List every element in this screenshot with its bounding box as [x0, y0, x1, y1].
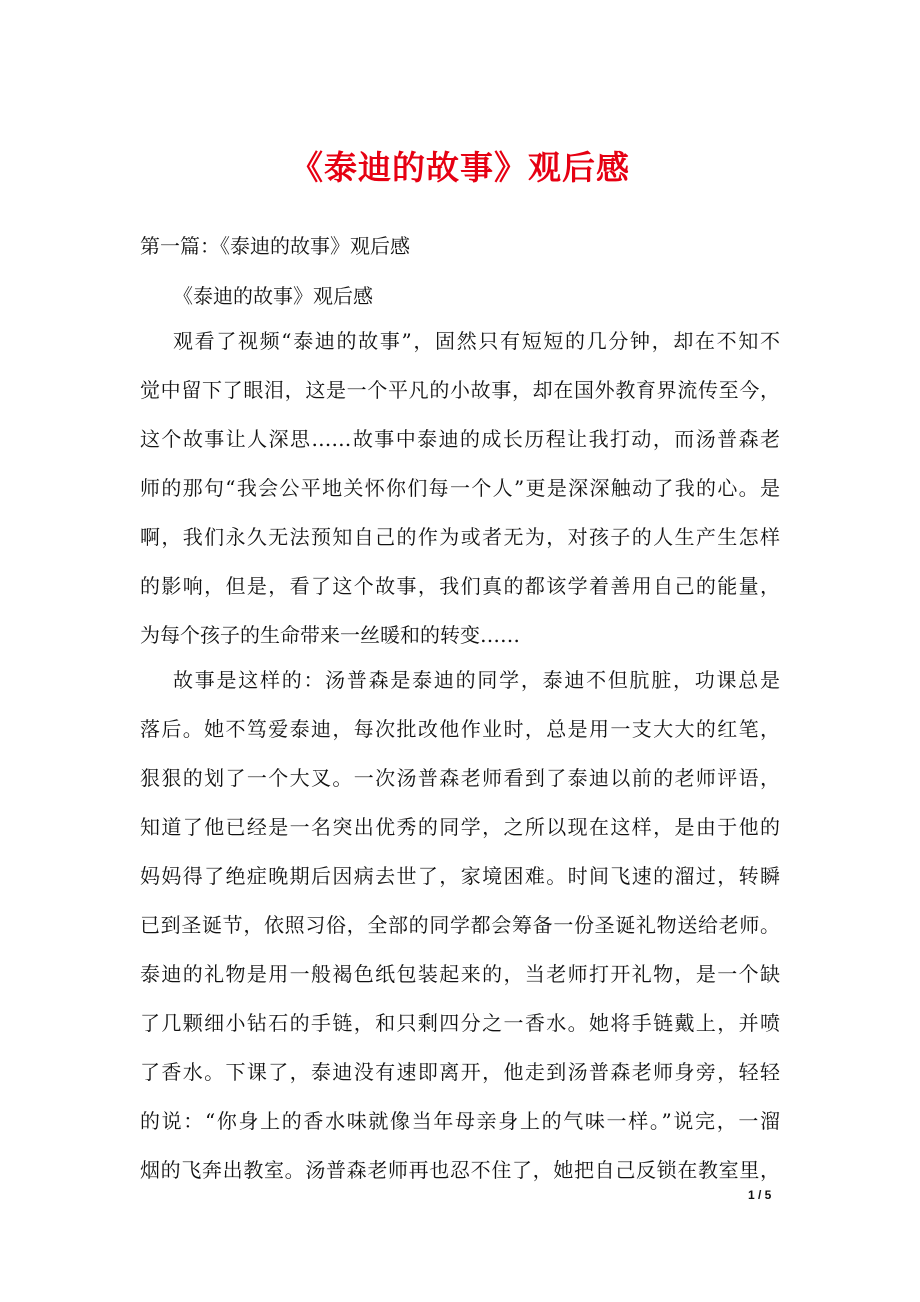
text-line: 觉中留下了眼泪，这是一个平凡的小故事，却在国外教育界流传至今， — [140, 378, 780, 402]
text-line: 故事是这样的：汤普森是泰迪的同学，泰迪不但肮脏，功课总是 — [173, 668, 780, 692]
text-line: 观看了视频“泰迪的故事”，固然只有短短的几分钟，却在不知不 — [173, 329, 780, 353]
text-line: 知道了他已经是一名突出优秀的同学，之所以现在这样，是由于他的 — [140, 815, 780, 839]
sub-heading: 《泰迪的故事》观后感 — [173, 284, 373, 308]
text-line: 啊，我们永久无法预知自己的作为或者无为，对孩子的人生产生怎样 — [140, 525, 780, 549]
text-line: 泰迪的礼物是用一般褐色纸包装起来的，当老师打开礼物，是一个缺 — [140, 962, 780, 986]
section-heading: 第一篇：《泰迪的故事》观后感 — [140, 234, 410, 258]
text-line: 已到圣诞节，依照习俗，全部的同学都会筹备一份圣诞礼物送给老师。 — [140, 913, 780, 937]
text-line: 的影响，但是，看了这个故事，我们真的都该学着善用自己的能量， — [140, 574, 780, 598]
text-line: 了香水。下课了，泰迪没有速即离开，他走到汤普森老师身旁，轻轻 — [140, 1060, 780, 1084]
text-line: 这个故事让人深思……故事中泰迪的成长历程让我打动，而汤普森老 — [140, 427, 780, 451]
text-line: 的说：“你身上的香水味就像当年母亲身上的气味一样。”说完，一溜 — [140, 1109, 780, 1133]
text-line: 烟的飞奔出教室。汤普森老师再也忍不住了，她把自己反锁在教室里， — [140, 1158, 780, 1182]
text-line: 狠狠的划了一个大叉。一次汤普森老师看到了泰迪以前的老师评语， — [140, 766, 780, 790]
text-line: 了几颗细小钻石的手链，和只剩四分之一香水。她将手链戴上，并喷 — [140, 1011, 780, 1035]
text-line: 师的那句“我会公平地关怀你们每一个人”更是深深触动了我的心。是 — [140, 476, 780, 500]
text-line: 落后。她不笃爱泰迪，每次批改他作业时，总是用一支大大的红笔， — [140, 717, 780, 741]
document-title: 《泰迪的故事》观后感 — [290, 148, 630, 187]
paragraph-2 — [140, 656, 780, 1195]
text-line: 为每个孩子的生命带来一丝暖和的转变…… — [140, 623, 520, 647]
paragraph-1 — [140, 317, 780, 660]
text-line: 妈妈得了绝症晚期后因病去世了，家境困难。时间飞速的溜过，转瞬 — [140, 864, 780, 888]
page-number: 1 / 5 — [748, 1188, 772, 1202]
